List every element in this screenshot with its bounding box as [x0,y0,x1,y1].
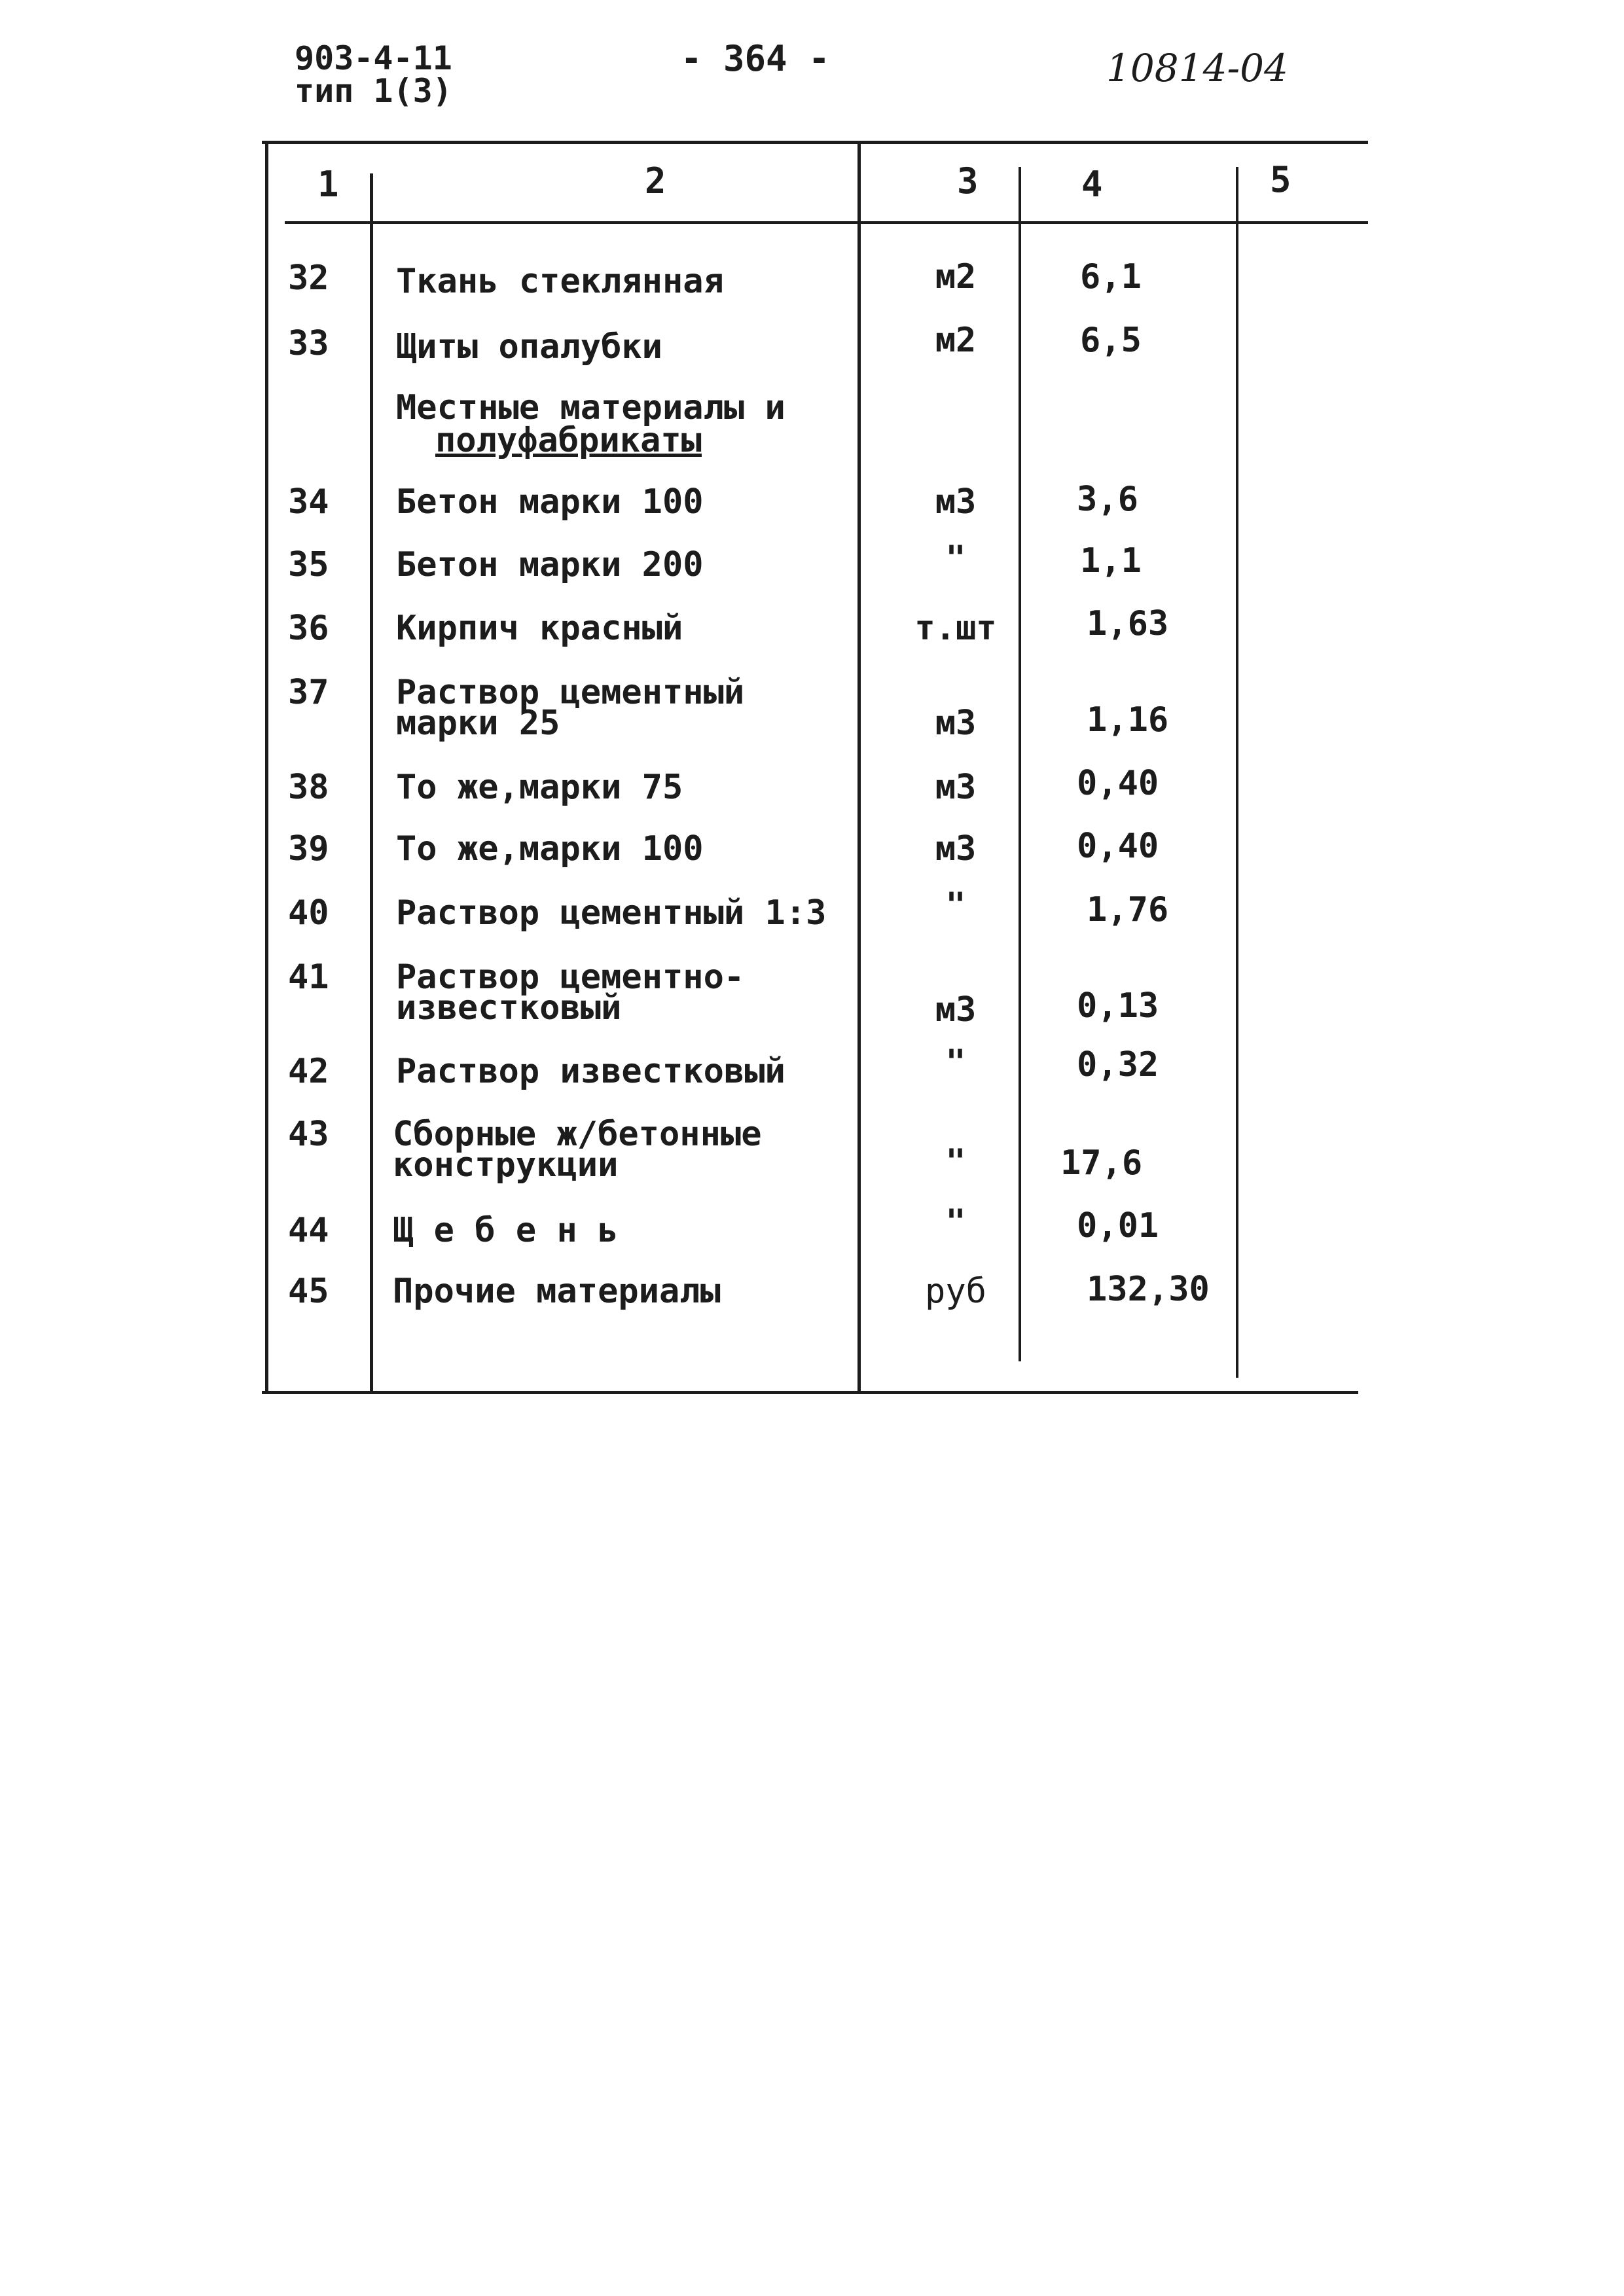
unit: руб [925,1272,986,1311]
unit: м2 [935,321,977,360]
document-type: тип 1(3) [295,72,452,110]
page-number: - 364 - [681,38,830,79]
material-name-continued: конструкции [393,1145,619,1185]
quantity: 132,30 [1087,1270,1210,1309]
document-code: 903-4-11 [295,39,452,77]
quantity: 0,40 [1077,827,1159,866]
quantity: 1,16 [1087,700,1169,740]
quantity: 0,32 [1077,1045,1159,1085]
section-heading-continued: полуфабрикаты [435,421,702,460]
unit: м3 [935,829,977,869]
material-name: То же,марки 100 [396,829,704,869]
column-header-1: 1 [317,164,339,205]
material-name: То же,марки 75 [396,768,683,807]
material-name: Раствор цементно- [396,958,745,997]
row-number: 35 [288,545,329,584]
row-number: 39 [288,829,329,869]
material-name: Щиты опалубки [396,327,662,367]
quantity: 1,1 [1080,541,1142,581]
row-number: 45 [288,1272,329,1311]
material-name: Ткань стеклянная [396,262,724,301]
quantity: 0,01 [1077,1206,1159,1246]
unit: м3 [935,482,977,522]
row-number: 43 [288,1115,329,1154]
quantity: 1,63 [1087,604,1169,643]
quantity: 3,6 [1077,480,1138,519]
quantity: 17,6 [1060,1143,1143,1183]
row-number: 36 [288,609,329,648]
table-header-rule [285,221,1368,224]
column-header-5: 5 [1270,159,1291,200]
row-number: 37 [288,673,329,712]
row-number: 41 [288,958,329,997]
material-name: Кирпич красный [396,609,683,648]
material-name: Раствор цементный 1:3 [396,893,827,933]
unit-ditto: " [945,886,966,925]
section-heading: Местные материалы и [396,388,785,427]
column-divider-3 [1019,167,1021,1361]
quantity: 6,1 [1080,257,1142,296]
unit: м3 [935,990,977,1030]
quantity: 1,76 [1087,890,1169,929]
material-name: Щ е б е н ь [393,1211,619,1250]
column-divider-2 [857,143,861,1394]
material-name: Раствор известковый [396,1052,785,1091]
material-name-continued: марки 25 [396,704,560,743]
material-name-continued: известковый [396,988,622,1028]
row-number: 40 [288,893,329,933]
table-top-rule [262,141,1368,144]
column-header-3: 3 [957,160,979,202]
table-left-border [265,143,268,1394]
material-name: Сборные ж/бетонные [393,1115,762,1154]
quantity: 6,5 [1080,321,1142,360]
material-name: Раствор цементный [396,673,745,712]
unit: т.шт [914,609,997,648]
unit-ditto: " [945,1202,966,1242]
material-name: Прочие материалы [393,1272,721,1311]
row-number: 34 [288,482,329,522]
unit-ditto: " [945,1043,966,1082]
column-divider-4 [1236,167,1238,1378]
quantity: 0,13 [1077,986,1159,1026]
row-number: 32 [288,259,329,298]
material-name: Бетон марки 200 [396,545,704,584]
unit: м2 [935,257,977,296]
column-divider-1 [370,173,373,1394]
unit-ditto: " [945,1142,966,1181]
row-number: 44 [288,1211,329,1250]
row-number: 42 [288,1052,329,1091]
unit: м3 [935,768,977,807]
unit-ditto: " [945,539,966,578]
table-bottom-rule [262,1391,1358,1394]
unit: м3 [935,704,977,743]
row-number: 33 [288,324,329,363]
quantity: 0,40 [1077,764,1159,803]
row-number: 38 [288,768,329,807]
column-header-2: 2 [645,160,666,202]
inventory-number: 10814-04 [1106,46,1288,90]
material-name: Бетон марки 100 [396,482,704,522]
column-header-4: 4 [1081,164,1103,205]
